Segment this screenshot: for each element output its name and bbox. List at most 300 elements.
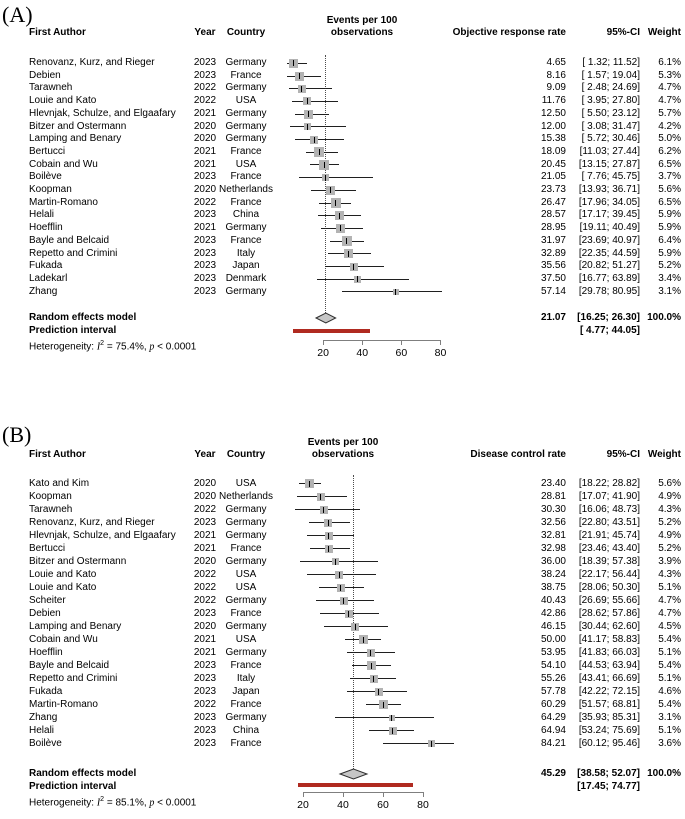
effect-estimate-tick <box>373 676 374 682</box>
study-ci-value: [20.82; 51.27] <box>578 260 640 272</box>
effect-estimate-tick <box>301 86 302 92</box>
study-row <box>0 248 685 261</box>
study-weight-value: 5.0% <box>658 133 681 145</box>
study-rows <box>0 412 685 819</box>
effect-estimate-tick <box>395 289 396 295</box>
study-author: Zhang <box>29 712 58 723</box>
heterogeneity-note <box>29 794 196 809</box>
study-year: 2023 <box>193 171 217 183</box>
panel-a-label: (A) <box>2 2 33 27</box>
study-year: 2022 <box>193 595 217 606</box>
study-year: 2022 <box>193 504 217 515</box>
prediction-interval-label: Prediction interval <box>29 781 117 792</box>
study-year: 2023 <box>193 260 217 272</box>
study-author: Tarawneh <box>29 504 73 515</box>
study-estimate-value: 60.29 <box>540 699 566 710</box>
study-ci-value: [42.22; 72.15] <box>578 686 640 697</box>
heterogeneity-p-value: < 0.0001 <box>154 341 197 353</box>
study-weight-value: 3.4% <box>658 272 681 284</box>
x-axis-line <box>323 340 440 341</box>
study-row <box>0 70 685 83</box>
study-estimate-value: 28.57 <box>540 209 566 221</box>
study-ci-value: [60.12; 95.46] <box>578 738 640 749</box>
heterogeneity-i2-value: = 85.1%, <box>104 797 150 809</box>
study-country: France <box>230 660 262 671</box>
study-year: 2021 <box>193 530 217 541</box>
study-author: Renovanz, Kurz, and Rieger <box>29 57 155 68</box>
study-row <box>0 197 685 210</box>
effect-estimate-tick <box>348 611 349 617</box>
study-row <box>0 698 685 711</box>
study-year: 2022 <box>193 196 217 208</box>
study-estimate-value: 32.98 <box>540 543 566 554</box>
study-ci-value: [17.17; 39.45] <box>578 209 640 221</box>
study-author: Tarawneh <box>29 82 73 94</box>
study-author: Louie and Kato <box>29 95 97 107</box>
effect-estimate-tick <box>307 124 308 130</box>
study-author: Hoefflin <box>29 647 63 658</box>
study-ci-value: [23.46; 43.40] <box>578 543 640 554</box>
x-axis-tick-label: 40 <box>337 799 349 811</box>
x-axis-tick <box>401 340 402 345</box>
study-ci-value: [16.77; 63.89] <box>578 272 640 284</box>
study-weight-value: 6.2% <box>658 145 681 157</box>
study-estimate-value: 31.97 <box>540 234 566 246</box>
effect-estimate-tick <box>383 702 384 708</box>
panel-b <box>0 412 685 819</box>
effect-estimate-tick <box>325 175 326 181</box>
study-author: Martin-Romano <box>29 699 98 710</box>
x-axis-tick-label: 20 <box>317 347 329 359</box>
effect-estimate-tick <box>323 507 324 513</box>
study-row <box>0 273 685 286</box>
prediction-interval-bar <box>298 783 413 786</box>
heterogeneity-note <box>29 338 196 353</box>
column-header-country: Country <box>226 449 266 460</box>
study-country: USA <box>235 478 257 489</box>
study-author: Bitzer and Ostermann <box>29 556 127 567</box>
summary-weight-value: 100.0% <box>647 768 681 779</box>
study-estimate-value: 57.14 <box>540 285 566 297</box>
study-year: 2023 <box>193 272 217 284</box>
study-year: 2020 <box>193 556 217 567</box>
study-year: 2021 <box>193 222 217 234</box>
summary-diamond-shape <box>316 313 336 323</box>
study-row <box>0 555 685 568</box>
study-estimate-value: 38.24 <box>540 569 566 580</box>
study-weight-value: 5.6% <box>658 478 681 489</box>
study-weight-value: 3.7% <box>658 171 681 183</box>
summary-diamond <box>316 313 336 323</box>
study-country: Germany <box>225 82 267 94</box>
summary-diamond-shape <box>340 769 367 779</box>
study-author: Hoefflin <box>29 222 63 234</box>
study-country: Germany <box>225 517 267 528</box>
study-author: Cobain and Wu <box>29 634 98 645</box>
study-ci-value: [ 1.32; 11.52] <box>582 57 640 68</box>
effect-estimate-tick <box>371 663 372 669</box>
column-header-first-author: First Author <box>29 449 86 460</box>
effect-estimate-tick <box>378 689 379 695</box>
study-ci-value: [30.44; 62.60] <box>578 621 640 632</box>
study-year: 2023 <box>193 517 217 528</box>
x-axis-tick <box>423 792 424 797</box>
column-header-year: Year <box>194 449 216 460</box>
study-estimate-value: 15.38 <box>540 133 566 145</box>
study-ci-value: [22.80; 43.51] <box>578 517 640 528</box>
effect-estimate-tick <box>320 494 321 500</box>
study-author: Boilève <box>29 171 62 183</box>
study-year: 2023 <box>193 608 217 619</box>
study-year: 2023 <box>193 712 217 723</box>
study-year: 2023 <box>193 69 217 81</box>
study-country: Netherlands <box>219 491 273 502</box>
study-country: Italy <box>236 247 256 259</box>
study-year: 2023 <box>193 738 217 749</box>
study-ci-value: [35.93; 85.31] <box>578 712 640 723</box>
study-author: Renovanz, Kurz, and Rieger <box>29 517 155 528</box>
study-row <box>0 222 685 235</box>
effect-estimate-tick <box>353 264 354 270</box>
column-header-effect: Objective response rate <box>452 27 566 38</box>
study-author: Bayle and Belcaid <box>29 660 110 671</box>
study-row <box>0 82 685 95</box>
effect-estimate-tick <box>357 276 358 282</box>
study-author: Fukada <box>29 686 63 697</box>
study-country: France <box>230 145 262 157</box>
confidence-interval-line <box>295 139 343 140</box>
study-weight-value: 5.3% <box>658 69 681 81</box>
study-author: Bitzer and Ostermann <box>29 120 127 132</box>
study-ci-value: [13.93; 36.71] <box>578 184 640 195</box>
study-year: 2020 <box>193 184 217 195</box>
effect-estimate-tick <box>340 225 341 231</box>
study-country: Germany <box>225 57 267 68</box>
summary-label: Random effects model <box>29 768 137 779</box>
x-axis-tick <box>343 792 344 797</box>
column-header-effect: Disease control rate <box>470 449 566 460</box>
study-country: Germany <box>225 222 267 234</box>
study-row <box>0 209 685 222</box>
study-estimate-value: 12.00 <box>540 120 566 132</box>
study-row <box>0 171 685 184</box>
effect-estimate-tick <box>335 559 336 565</box>
study-row <box>0 607 685 620</box>
study-author: Bertucci <box>29 145 66 157</box>
study-year: 2022 <box>193 699 217 710</box>
study-country: Germany <box>225 107 267 119</box>
study-country: USA <box>235 634 257 645</box>
effect-estimate-tick <box>355 624 356 630</box>
x-axis-tick <box>323 340 324 345</box>
study-row <box>0 620 685 633</box>
study-estimate-value: 4.65 <box>546 57 566 68</box>
confidence-interval-line <box>292 101 339 102</box>
study-author: Boilève <box>29 738 62 749</box>
study-country: Germany <box>225 133 267 145</box>
study-estimate-value: 84.21 <box>540 738 566 749</box>
x-axis-tick-label: 40 <box>356 347 369 359</box>
study-year: 2022 <box>193 582 217 593</box>
study-weight-value: 4.3% <box>658 569 681 580</box>
study-row <box>0 516 685 529</box>
study-estimate-value: 12.50 <box>540 107 566 119</box>
summary-estimate-value: 45.29 <box>540 768 566 779</box>
study-author: Bertucci <box>29 543 66 554</box>
study-row <box>0 542 685 555</box>
study-year: 2021 <box>193 158 217 170</box>
study-estimate-value: 46.15 <box>540 621 566 632</box>
study-author: Repetto and Crimini <box>29 673 118 684</box>
x-axis-tick <box>303 792 304 797</box>
heterogeneity-i-symbol: I <box>96 797 101 809</box>
study-ci-value: [28.06; 50.30] <box>578 582 640 593</box>
study-country: Italy <box>236 673 256 684</box>
effect-estimate-tick <box>307 98 308 104</box>
study-weight-value: 4.7% <box>658 595 681 606</box>
study-estimate-value: 28.95 <box>540 222 566 234</box>
study-row <box>0 184 685 197</box>
study-weight-value: 4.7% <box>658 608 681 619</box>
study-country: Germany <box>225 530 267 541</box>
study-country: Germany <box>225 621 267 632</box>
study-year: 2023 <box>193 660 217 671</box>
study-estimate-value: 21.05 <box>540 171 566 183</box>
study-country: USA <box>235 569 257 580</box>
x-axis-tick-label: 20 <box>297 799 309 811</box>
study-author: Zhang <box>29 285 58 297</box>
heterogeneity-i-superscript: 2 <box>100 340 105 347</box>
study-estimate-value: 64.29 <box>540 712 566 723</box>
study-country: USA <box>235 158 257 170</box>
study-ci-value: [16.06; 48.73] <box>578 504 640 515</box>
study-year: 2020 <box>193 491 217 502</box>
study-country: Germany <box>225 120 267 132</box>
heterogeneity-p-symbol: p <box>149 341 155 353</box>
study-ci-value: [41.83; 66.03] <box>578 647 640 658</box>
study-estimate-value: 53.95 <box>540 647 566 658</box>
study-ci-value: [28.62; 57.86] <box>578 608 640 619</box>
study-ci-value: [26.69; 55.66] <box>578 595 640 606</box>
study-weight-value: 5.1% <box>658 725 681 736</box>
study-author: Louie and Kato <box>29 582 97 593</box>
effect-estimate-tick <box>340 585 341 591</box>
x-axis-tick-label: 80 <box>417 799 429 811</box>
study-country: Japan <box>232 686 260 697</box>
study-year: 2022 <box>193 82 217 94</box>
column-header-ci: 95%-CI <box>606 449 640 460</box>
study-row <box>0 659 685 672</box>
study-weight-value: 4.6% <box>658 686 681 697</box>
heterogeneity-i-symbol: I <box>96 341 101 353</box>
study-weight-value: 5.6% <box>658 184 681 195</box>
study-estimate-value: 38.75 <box>540 582 566 593</box>
study-weight-value: 3.1% <box>658 712 681 723</box>
effect-estimate-tick <box>324 162 325 168</box>
study-year: 2020 <box>193 621 217 632</box>
study-year: 2023 <box>193 686 217 697</box>
study-year: 2023 <box>193 725 217 736</box>
study-year: 2021 <box>193 543 217 554</box>
study-author: Koopman <box>29 491 72 502</box>
study-row <box>0 529 685 542</box>
study-row <box>0 685 685 698</box>
summary-diamond <box>340 769 367 779</box>
study-weight-value: 5.4% <box>658 699 681 710</box>
study-country: China <box>232 209 260 221</box>
study-country: USA <box>235 95 257 107</box>
study-author: Bayle and Belcaid <box>29 234 110 246</box>
x-axis-tick-label: 60 <box>395 347 408 359</box>
study-year: 2021 <box>193 647 217 658</box>
effect-estimate-tick <box>330 187 331 193</box>
confidence-interval-line <box>317 279 409 280</box>
effect-estimate-tick <box>328 546 329 552</box>
study-author: Fukada <box>29 260 63 272</box>
effect-estimate-tick <box>363 637 364 643</box>
study-row <box>0 95 685 108</box>
study-estimate-value: 55.26 <box>540 673 566 684</box>
study-weight-value: 3.9% <box>658 556 681 567</box>
effect-estimate-tick <box>309 481 310 487</box>
study-year: 2021 <box>193 634 217 645</box>
study-estimate-value: 9.09 <box>546 82 566 94</box>
column-header-weight: Weight <box>647 27 681 38</box>
study-author: Debien <box>29 608 61 619</box>
study-estimate-value: 54.10 <box>540 660 566 671</box>
confidence-interval-line <box>295 509 360 510</box>
study-weight-value: 3.1% <box>658 285 681 297</box>
study-country: Germany <box>225 285 267 297</box>
heterogeneity-prefix: Heterogeneity: <box>29 797 97 809</box>
study-weight-value: 6.5% <box>658 158 681 170</box>
effect-estimate-tick <box>431 741 432 747</box>
study-author: Repetto and Crimini <box>29 247 118 259</box>
study-ci-value: [ 7.76; 45.75] <box>581 171 640 183</box>
study-estimate-value: 35.56 <box>540 260 566 272</box>
study-row <box>0 672 685 685</box>
heterogeneity-prefix: Heterogeneity: <box>29 341 97 353</box>
study-ci-value: [ 3.08; 31.47] <box>581 120 640 132</box>
study-estimate-value: 32.56 <box>540 517 566 528</box>
study-author: Ladekarl <box>29 272 68 284</box>
study-author: Cobain and Wu <box>29 158 98 170</box>
study-author: Martin-Romano <box>29 196 98 208</box>
confidence-interval-line <box>289 88 332 89</box>
x-axis-tick <box>383 792 384 797</box>
x-axis-tick-label: 80 <box>434 347 447 359</box>
study-ci-value: [13.15; 27.87] <box>578 158 640 170</box>
effect-estimate-tick <box>370 650 371 656</box>
prediction-interval-bar <box>293 329 370 332</box>
study-estimate-value: 32.81 <box>540 530 566 541</box>
study-ci-value: [23.69; 40.97] <box>578 234 640 246</box>
study-estimate-value: 28.81 <box>540 491 566 502</box>
study-row <box>0 133 685 146</box>
effect-estimate-tick <box>339 572 340 578</box>
study-country: USA <box>235 582 257 593</box>
study-weight-value: 5.4% <box>658 634 681 645</box>
study-row <box>0 108 685 121</box>
effect-estimate-tick <box>308 111 309 117</box>
study-row <box>0 146 685 159</box>
study-ci-value: [22.17; 56.44] <box>578 569 640 580</box>
summary-ci-value: [16.25; 26.30] <box>577 312 640 323</box>
study-year: 2023 <box>193 234 217 246</box>
study-row <box>0 490 685 503</box>
study-ci-value: [ 5.72; 30.46] <box>581 133 640 145</box>
study-country: France <box>230 543 262 554</box>
plot-column-header-line1: Events per 100 <box>307 437 379 448</box>
prediction-interval-ci-value: [ 4.77; 44.05] <box>579 325 640 336</box>
study-estimate-value: 42.86 <box>540 608 566 619</box>
study-weight-value: 5.9% <box>658 247 681 259</box>
study-country: Netherlands <box>219 184 273 195</box>
study-author: Lamping and Benary <box>29 621 122 632</box>
study-weight-value: 5.9% <box>658 222 681 234</box>
study-country: France <box>230 234 262 246</box>
study-estimate-value: 20.45 <box>540 158 566 170</box>
study-year: 2021 <box>193 107 217 119</box>
study-weight-value: 4.7% <box>658 95 681 107</box>
study-ci-value: [53.24; 75.69] <box>578 725 640 736</box>
study-country: Germany <box>225 647 267 658</box>
study-ci-value: [11.03; 27.44] <box>579 145 640 157</box>
study-estimate-value: 23.40 <box>540 478 566 489</box>
study-ci-value: [22.35; 44.59] <box>578 247 640 259</box>
study-weight-value: 4.3% <box>658 504 681 515</box>
effect-estimate-tick <box>328 520 329 526</box>
effect-estimate-tick <box>339 213 340 219</box>
effect-estimate-tick <box>348 251 349 257</box>
study-author: Debien <box>29 69 61 81</box>
study-row <box>0 581 685 594</box>
study-row <box>0 121 685 134</box>
summary-estimate-value: 21.07 <box>540 312 566 323</box>
study-author: Scheiter <box>29 595 66 606</box>
confidence-interval-line <box>290 126 346 127</box>
study-weight-value: 6.4% <box>658 234 681 246</box>
prediction-interval-ci-value: [17.45; 74.77] <box>577 781 640 792</box>
plot-column-header-line2: observations <box>311 449 375 460</box>
study-estimate-value: 11.76 <box>541 95 566 107</box>
study-author: Kato and Kim <box>29 478 90 489</box>
study-row <box>0 477 685 490</box>
study-ci-value: [29.78; 80.95] <box>578 285 640 297</box>
effect-estimate-tick <box>319 149 320 155</box>
study-estimate-value: 30.30 <box>540 504 566 515</box>
effect-estimate-tick <box>335 200 336 206</box>
study-author: Hlevnjak, Schulze, and Elgaafary <box>29 530 176 541</box>
study-estimate-value: 57.78 <box>540 686 566 697</box>
prediction-interval-label: Prediction interval <box>29 325 117 336</box>
column-header-weight: Weight <box>647 449 681 460</box>
study-author: Lamping and Benary <box>29 133 122 145</box>
study-weight-value: 5.4% <box>658 660 681 671</box>
study-author: Helali <box>29 209 55 221</box>
study-estimate-value: 50.00 <box>540 634 566 645</box>
effect-estimate-tick <box>314 137 315 143</box>
study-country: Japan <box>232 260 260 272</box>
study-year: 2023 <box>193 209 217 221</box>
study-year: 2023 <box>193 57 217 68</box>
column-header-first-author: First Author <box>29 27 86 38</box>
study-estimate-value: 18.09 <box>540 145 566 157</box>
study-author: Helali <box>29 725 55 736</box>
column-header-country: Country <box>226 27 266 38</box>
study-weight-value: 5.1% <box>658 647 681 658</box>
summary-weight-value: 100.0% <box>647 312 681 323</box>
